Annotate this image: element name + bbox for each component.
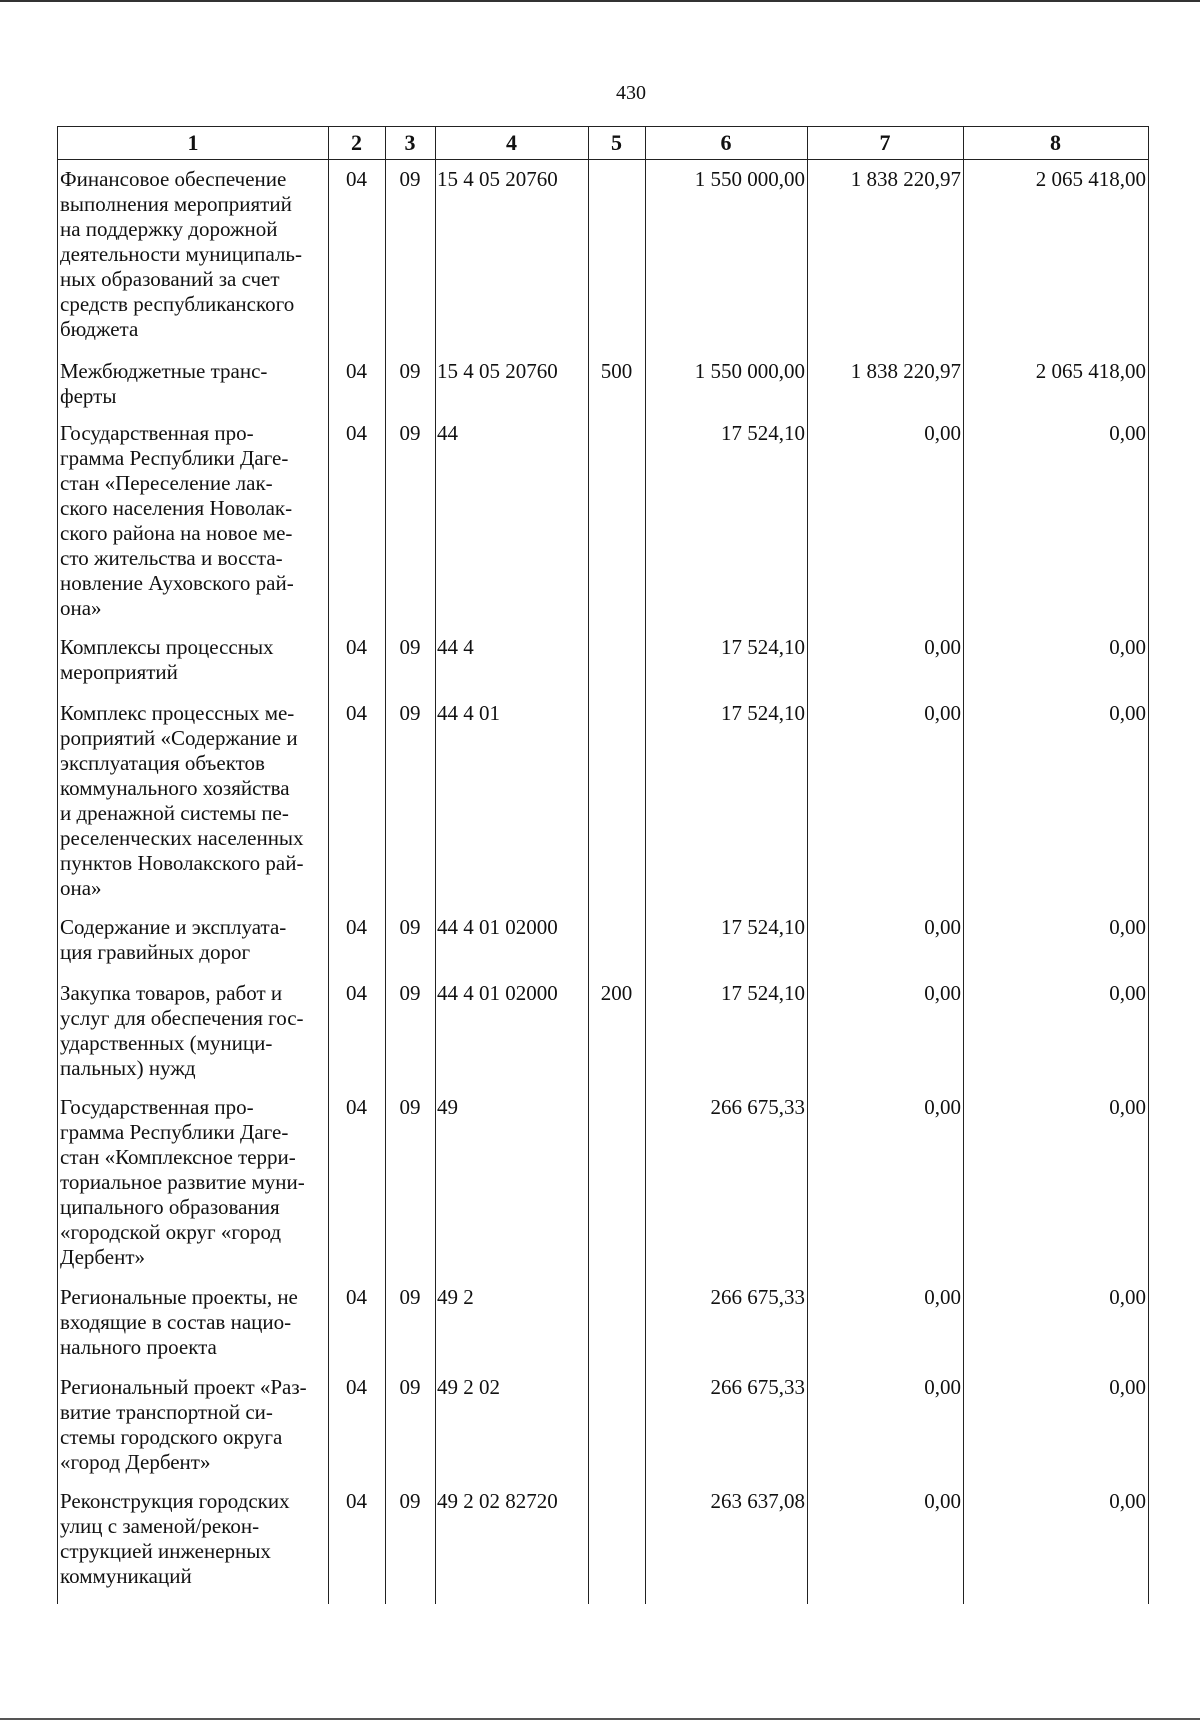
row-col-8: 0,00	[1109, 981, 1146, 1005]
row-col-4: 15 4 05 20760	[437, 359, 558, 383]
header-col-5: 5	[611, 130, 622, 155]
row-col-6: 17 524,10	[721, 701, 805, 725]
row-col-4: 44 4	[437, 635, 474, 659]
row-col-6: 266 675,33	[710, 1095, 805, 1119]
row-col-4: 15 4 05 20760	[437, 167, 558, 191]
table-row	[58, 353, 1148, 415]
row-name: Региональные проекты, не входящие в состав нацио- нального проекта	[60, 1285, 298, 1359]
row-col-3: 09	[399, 635, 421, 659]
row-col-2: 04	[346, 1375, 367, 1399]
row-name: Закупка товаров, работ и услуг для обеспечения гос- ударственных (муници- пальных) нужд	[60, 981, 304, 1080]
row-col-7: 0,00	[924, 1285, 961, 1309]
row-col-8: 0,00	[1109, 701, 1146, 725]
row-col-3: 09	[399, 1095, 421, 1119]
row-col-8: 2 065 418,00	[1035, 359, 1146, 383]
row-col-6: 266 675,33	[710, 1285, 805, 1309]
row-col-6: 1 550 000,00	[694, 167, 805, 191]
row-name: Содержание и эксплуата- ция гравийных дорог	[60, 915, 287, 964]
header-col-6: 6	[720, 130, 732, 155]
row-col-4: 49 2 02	[437, 1375, 500, 1399]
table-row	[58, 1279, 1148, 1369]
row-col-6: 266 675,33	[710, 1375, 805, 1399]
row-col-8: 0,00	[1109, 421, 1146, 445]
row-col-7: 0,00	[924, 1375, 961, 1399]
row-col-3: 09	[399, 1375, 421, 1399]
row-col-4: 44 4 01	[437, 701, 500, 725]
page-number: 430	[616, 82, 646, 104]
row-col-6: 263 637,08	[710, 1489, 805, 1513]
table-row	[58, 1369, 1148, 1483]
row-col-5: 200	[600, 981, 633, 1005]
row-col-8: 0,00	[1109, 635, 1146, 659]
row-name: Комплексы процессных мероприятий	[60, 635, 274, 684]
row-col-2: 04	[346, 421, 367, 445]
row-col-7: 0,00	[924, 421, 961, 445]
row-col-2: 04	[346, 359, 367, 383]
row-name: Государственная про- грамма Республики Даге- стан «Переселение лак- ского населения Новолак- ского района на новое ме- сто жительства и восста- новление Ауховского рай- она»	[60, 421, 294, 620]
row-col-2: 04	[346, 701, 367, 725]
header-col-2: 2	[351, 130, 362, 155]
row-col-3: 09	[399, 1285, 421, 1309]
row-col-8: 0,00	[1109, 1285, 1146, 1309]
table-row	[58, 1089, 1148, 1279]
header-col-7: 7	[879, 130, 891, 155]
row-col-6: 1 550 000,00	[694, 359, 805, 383]
row-col-4: 44 4 01 02000	[437, 981, 558, 1005]
row-col-3: 09	[399, 167, 421, 191]
row-name: Комплекс процессных ме- роприятий «Содержание и эксплуатация объектов коммунального хозяйства и дренажной системы пе- реселенческих населенных пунктов Новолакского рай- она»	[60, 701, 304, 900]
row-col-6: 17 524,10	[721, 981, 805, 1005]
row-col-8: 2 065 418,00	[1035, 167, 1146, 191]
row-col-7: 1 838 220,97	[850, 359, 961, 383]
table-row	[58, 1483, 1148, 1603]
table-row	[58, 975, 1148, 1089]
row-col-4: 49 2 02 82720	[437, 1489, 558, 1513]
row-col-8: 0,00	[1109, 1095, 1146, 1119]
row-col-6: 17 524,10	[721, 421, 805, 445]
row-col-3: 09	[399, 915, 421, 939]
row-col-8: 0,00	[1109, 915, 1146, 939]
table-row	[58, 415, 1148, 629]
row-col-2: 04	[346, 915, 367, 939]
row-col-7: 1 838 220,97	[850, 167, 961, 191]
row-col-7: 0,00	[924, 635, 961, 659]
row-name: Государственная про- грамма Республики Даге- стан «Комплексное терри- ториальное развитие муни- ципального образования «городской округ «город Дербент»	[60, 1095, 305, 1269]
row-col-8: 0,00	[1109, 1375, 1146, 1399]
row-col-3: 09	[399, 421, 421, 445]
row-col-2: 04	[346, 1489, 367, 1513]
row-col-4: 49 2	[437, 1285, 474, 1309]
header-col-1: 1	[187, 130, 199, 155]
row-col-4: 44	[437, 421, 458, 445]
budget-table	[57, 126, 1149, 1604]
scan-edge-top	[0, 0, 1200, 2]
header-col-4: 4	[506, 130, 517, 155]
row-col-2: 04	[346, 1095, 367, 1119]
header-col-8: 8	[1050, 130, 1061, 155]
row-col-2: 04	[346, 635, 367, 659]
row-col-7: 0,00	[924, 915, 961, 939]
row-col-7: 0,00	[924, 981, 961, 1005]
row-col-2: 04	[346, 981, 367, 1005]
table-row	[58, 629, 1148, 695]
row-col-2: 04	[346, 167, 367, 191]
row-col-7: 0,00	[924, 701, 961, 725]
row-col-3: 09	[399, 701, 421, 725]
row-name: Региональный проект «Раз- витие транспортной си- стемы городского округа «город Дербент»	[60, 1375, 307, 1474]
table-row	[58, 909, 1148, 975]
table-row	[58, 161, 1148, 353]
row-col-7: 0,00	[924, 1095, 961, 1119]
header-col-3: 3	[404, 130, 416, 155]
row-col-2: 04	[346, 1285, 367, 1309]
row-col-5: 500	[600, 359, 633, 383]
row-col-4: 49	[437, 1095, 458, 1119]
table-header	[58, 127, 1148, 160]
row-col-6: 17 524,10	[721, 915, 805, 939]
row-name: Финансовое обеспечение выполнения мероприятий на поддержку дорожной деятельности муниципаль- ных образований за счет средств республиканского бюджета	[60, 167, 303, 341]
row-col-3: 09	[399, 359, 421, 383]
row-col-3: 09	[399, 1489, 421, 1513]
row-name: Межбюджетные транс- ферты	[60, 359, 268, 408]
row-col-8: 0,00	[1109, 1489, 1146, 1513]
row-col-3: 09	[399, 981, 421, 1005]
row-name: Реконструкция городских улиц с заменой/рекон- струкцией инженерных коммуникаций	[60, 1489, 290, 1588]
row-col-4: 44 4 01 02000	[437, 915, 558, 939]
row-col-6: 17 524,10	[721, 635, 805, 659]
row-col-7: 0,00	[924, 1489, 961, 1513]
scan-edge-bottom	[0, 1718, 1200, 1720]
table-row	[58, 695, 1148, 909]
